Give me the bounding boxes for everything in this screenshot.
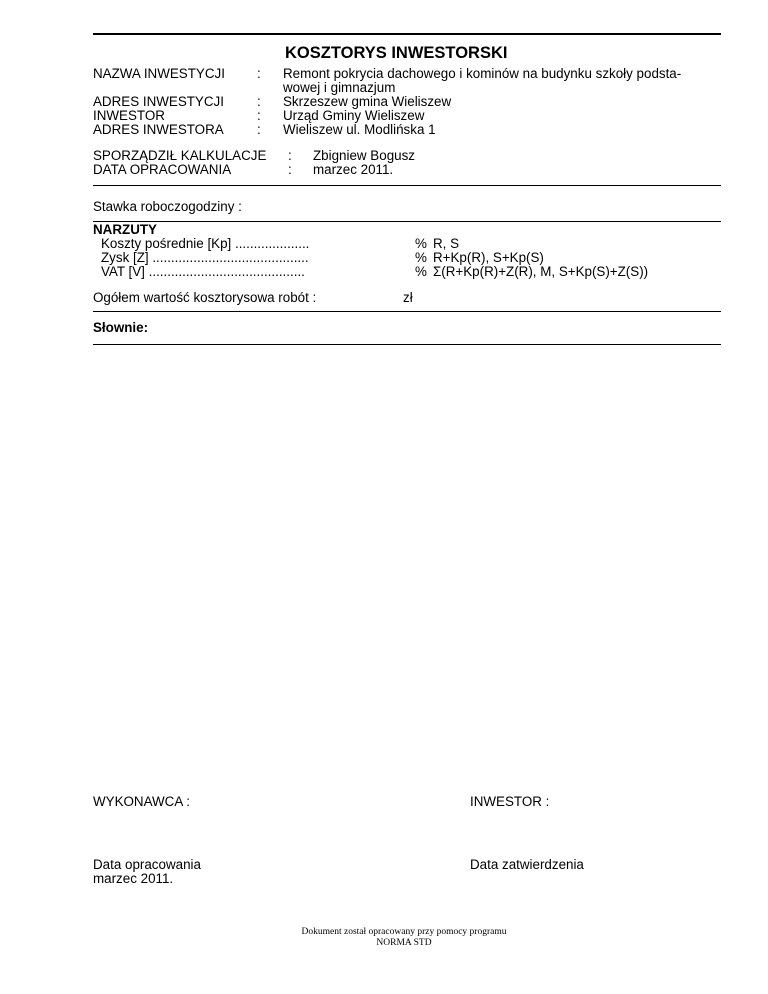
investment-name-value-line1: Remont pokrycia dachowego i kominów na budynku szkoły podsta- (283, 66, 682, 81)
rule-4 (93, 344, 721, 345)
top-rule (93, 33, 721, 35)
surcharge-z-label: Zysk [Z] .......................................... (101, 250, 309, 265)
rule-1 (93, 185, 721, 186)
calc-author-label: SPORZĄDZIŁ KALKULACJE (93, 148, 267, 163)
investor-label: INWESTOR (93, 108, 165, 123)
investor-address-value: Wieliszew ul. Modlińska 1 (283, 122, 436, 137)
calc-author-value: Zbigniew Bogusz (313, 148, 415, 163)
surcharge-kp-label: Koszty pośrednie [Kp] .................... (101, 236, 310, 251)
investor-address-colon: : (257, 122, 261, 137)
investment-address-value: Skrzeszew gmina Wieliszew (283, 94, 452, 109)
rule-2 (93, 221, 721, 222)
contractor-label: WYKONAWCA : (93, 794, 190, 809)
rule-3 (93, 311, 721, 312)
investor-address-label: ADRES INWESTORA (93, 122, 224, 137)
investment-address-label: ADRES INWESTYCJI (93, 94, 224, 109)
labor-rate-label: Stawka roboczogodziny : (93, 199, 242, 214)
total-label: Ogółem wartość kosztorysowa robót : (93, 290, 317, 305)
approval-date-label: Data zatwierdzenia (470, 857, 584, 872)
total-currency: zł (403, 290, 413, 305)
surcharge-vat-basis: Σ(R+Kp(R)+Z(R), M, S+Kp(S)+Z(S)) (433, 264, 649, 279)
document-title: KOSZTORYS INWESTORSKI (285, 44, 508, 62)
prep-date-value-bottom: marzec 2011. (93, 871, 174, 886)
investment-name-value-line2: wowej i gimnazjum (283, 80, 396, 95)
footer-line2: NORMA STD (376, 938, 432, 948)
prep-date-colon-top: : (288, 162, 292, 177)
footer-line1: Dokument został opracowany przy pomocy programu (301, 927, 507, 937)
investor-colon: : (257, 108, 261, 123)
prep-date-label-bottom: Data opracowania (93, 857, 201, 872)
in-words-label: Słownie: (93, 320, 149, 335)
surcharge-z-unit: % (415, 250, 427, 265)
investor-signature-label: INWESTOR : (470, 794, 550, 809)
surcharge-kp-basis: R, S (433, 236, 460, 251)
surcharge-z-basis: R+Kp(R), S+Kp(S) (433, 250, 544, 265)
investment-name-colon: : (257, 66, 261, 81)
surcharge-kp-unit: % (415, 236, 427, 251)
prep-date-value-top: marzec 2011. (313, 162, 394, 177)
surcharge-vat-unit: % (415, 264, 427, 279)
investment-name-label: NAZWA INWESTYCJI (93, 66, 225, 81)
investor-value: Urząd Gminy Wieliszew (283, 108, 425, 123)
surcharges-heading: NARZUTY (93, 222, 157, 237)
investment-address-colon: : (257, 94, 261, 109)
prep-date-label-top: DATA OPRACOWANIA (93, 162, 232, 177)
calc-author-colon: : (288, 148, 292, 163)
surcharge-vat-label: VAT [V] .......................................... (101, 264, 305, 279)
